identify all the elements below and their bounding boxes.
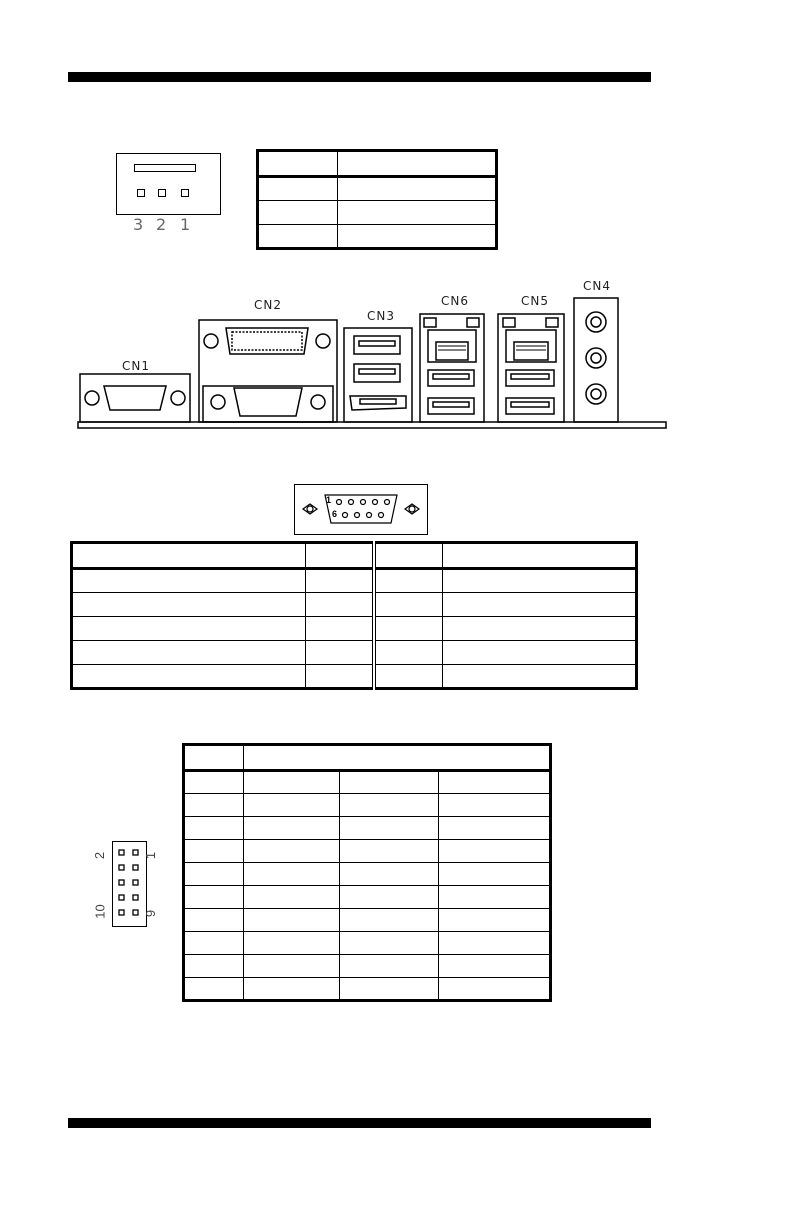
usb-pin-table <box>182 743 552 1002</box>
cn5-label: CN5 <box>521 294 549 308</box>
usb-pin-10-label: 10 <box>92 904 108 919</box>
com-pin-1-label: 1 <box>326 495 332 505</box>
fan-connector-diagram <box>116 153 221 215</box>
fan-pin-3-label: 3 <box>133 215 145 234</box>
cn3-label: CN3 <box>367 309 395 323</box>
bottom-rule <box>68 1118 651 1128</box>
usb-header-diagram <box>112 841 147 927</box>
usb-pin-1-label: 1 <box>143 851 159 860</box>
usb-pin-9-label: 9 <box>143 909 159 918</box>
com-pin-table <box>70 541 638 690</box>
usb-pin-2-label: 2 <box>92 851 108 860</box>
com-port-diagram <box>294 484 428 535</box>
top-rule <box>68 72 651 82</box>
cn4-label: CN4 <box>583 279 611 293</box>
fan-pin-table <box>256 149 498 250</box>
fan-pin-1-label: 1 <box>180 215 192 234</box>
fan-pin-2-label: 2 <box>156 215 168 234</box>
cn2-label: CN2 <box>254 298 282 312</box>
cn6-label: CN6 <box>441 294 469 308</box>
rear-io-panel <box>0 278 793 438</box>
cn1-label: CN1 <box>122 359 150 373</box>
com-pin-6-label: 6 <box>332 509 338 519</box>
